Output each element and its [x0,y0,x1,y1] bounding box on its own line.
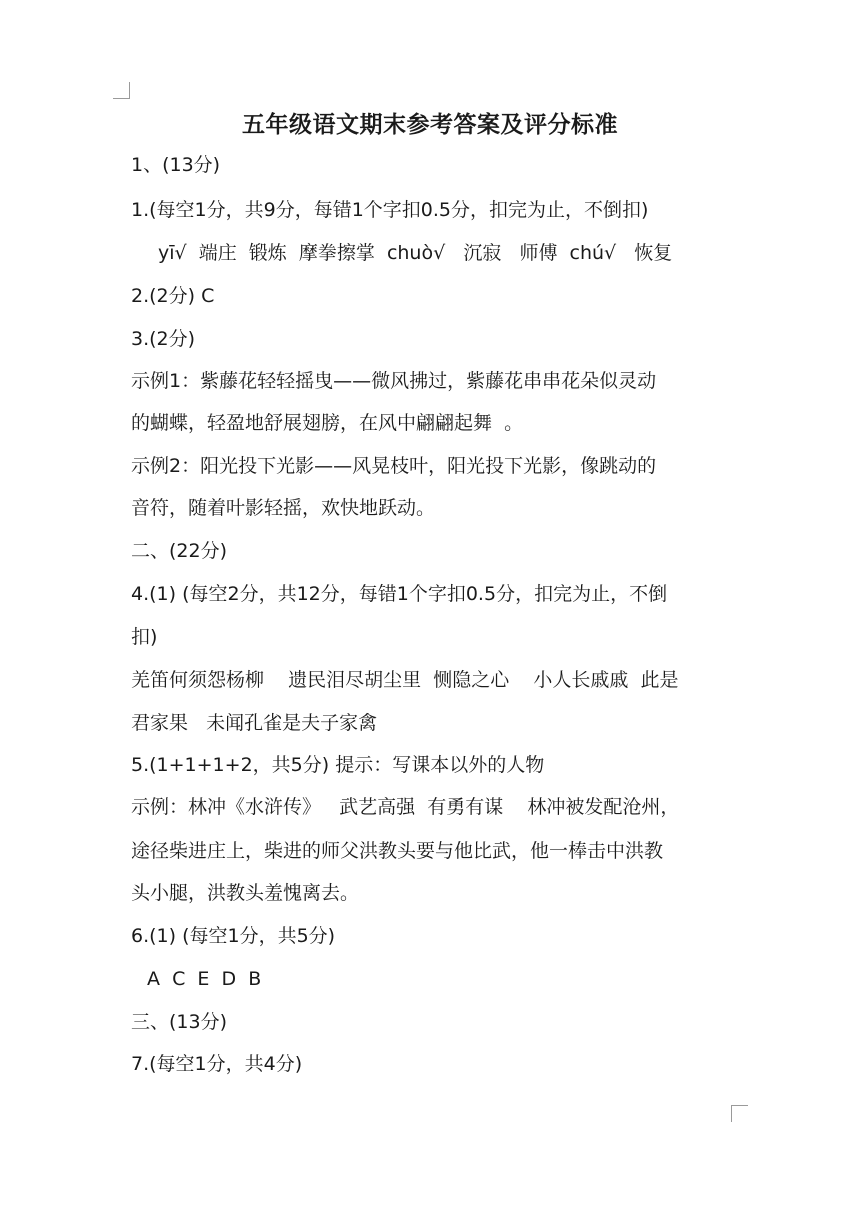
question-6-instruction: 6.(1) (每空1分，共5分) [131,925,336,947]
question-4-answers-line-2: 君家果 未闻孔雀是夫子家禽 [131,712,378,734]
question-4-instruction-cont: 扣) [131,626,158,648]
section-heading-2: 二、(22分) [131,540,228,562]
question-6-answers: A C E D B [147,968,262,990]
example-1-line-2: 的蝴蝶，轻盈地舒展翅膀，在风中翩翩起舞 。 [131,412,524,434]
section-heading-3: 三、(13分) [131,1011,228,1033]
question-2-answer: 2.(2分) C [131,285,215,307]
question-7-instruction: 7.(每空1分，共4分) [131,1053,303,1075]
question-5-example-line-3: 头小腿，洪教头羞愧离去。 [131,882,360,904]
question-5-instruction: 5.(1+1+1+2，共5分) 提示：写课本以外的人物 [131,754,545,776]
section-heading-1: 1、(13分) [131,154,221,176]
document-title: 五年级语文期末参考答案及评分标准 [242,112,618,138]
question-4-instruction: 4.(1) (每空2分，共12分，每错1个字扣0.5分，扣完为止，不倒 [131,583,668,605]
question-3-heading: 3.(2分) [131,328,196,350]
example-1-line-1: 示例1：紫藤花轻轻摇曳——微风拂过，紫藤花串串花朵似灵动 [131,370,657,392]
page-corner-mark-top-left [113,82,130,99]
example-2-line-2: 音符，随着叶影轻摇，欢快地跃动。 [131,497,436,519]
question-5-example-line-2: 途径柴进庄上，柴进的师父洪教头要与他比武，他一棒击中洪教 [131,840,664,862]
question-5-example-line-1: 示例：林冲《水浒传》 武艺高强 有勇有谋 林冲被发配沧州， [131,796,680,818]
question-1-answers: yī√ 端庄 锻炼 摩拳擦掌 chuò√ 沉寂 师傅 chú√ 恢复 [158,242,673,264]
example-2-line-1: 示例2：阳光投下光影——风晃枝叶，阳光投下光影，像跳动的 [131,455,657,477]
question-4-answers-line-1: 羌笛何须怨杨柳 遗民泪尽胡尘里 恻隐之心 小人长戚戚 此是 [131,669,679,691]
page-corner-mark-bottom-right [731,1105,748,1122]
question-1-instruction: 1.(每空1分，共9分，每错1个字扣0.5分，扣完为止，不倒扣) [131,199,649,221]
